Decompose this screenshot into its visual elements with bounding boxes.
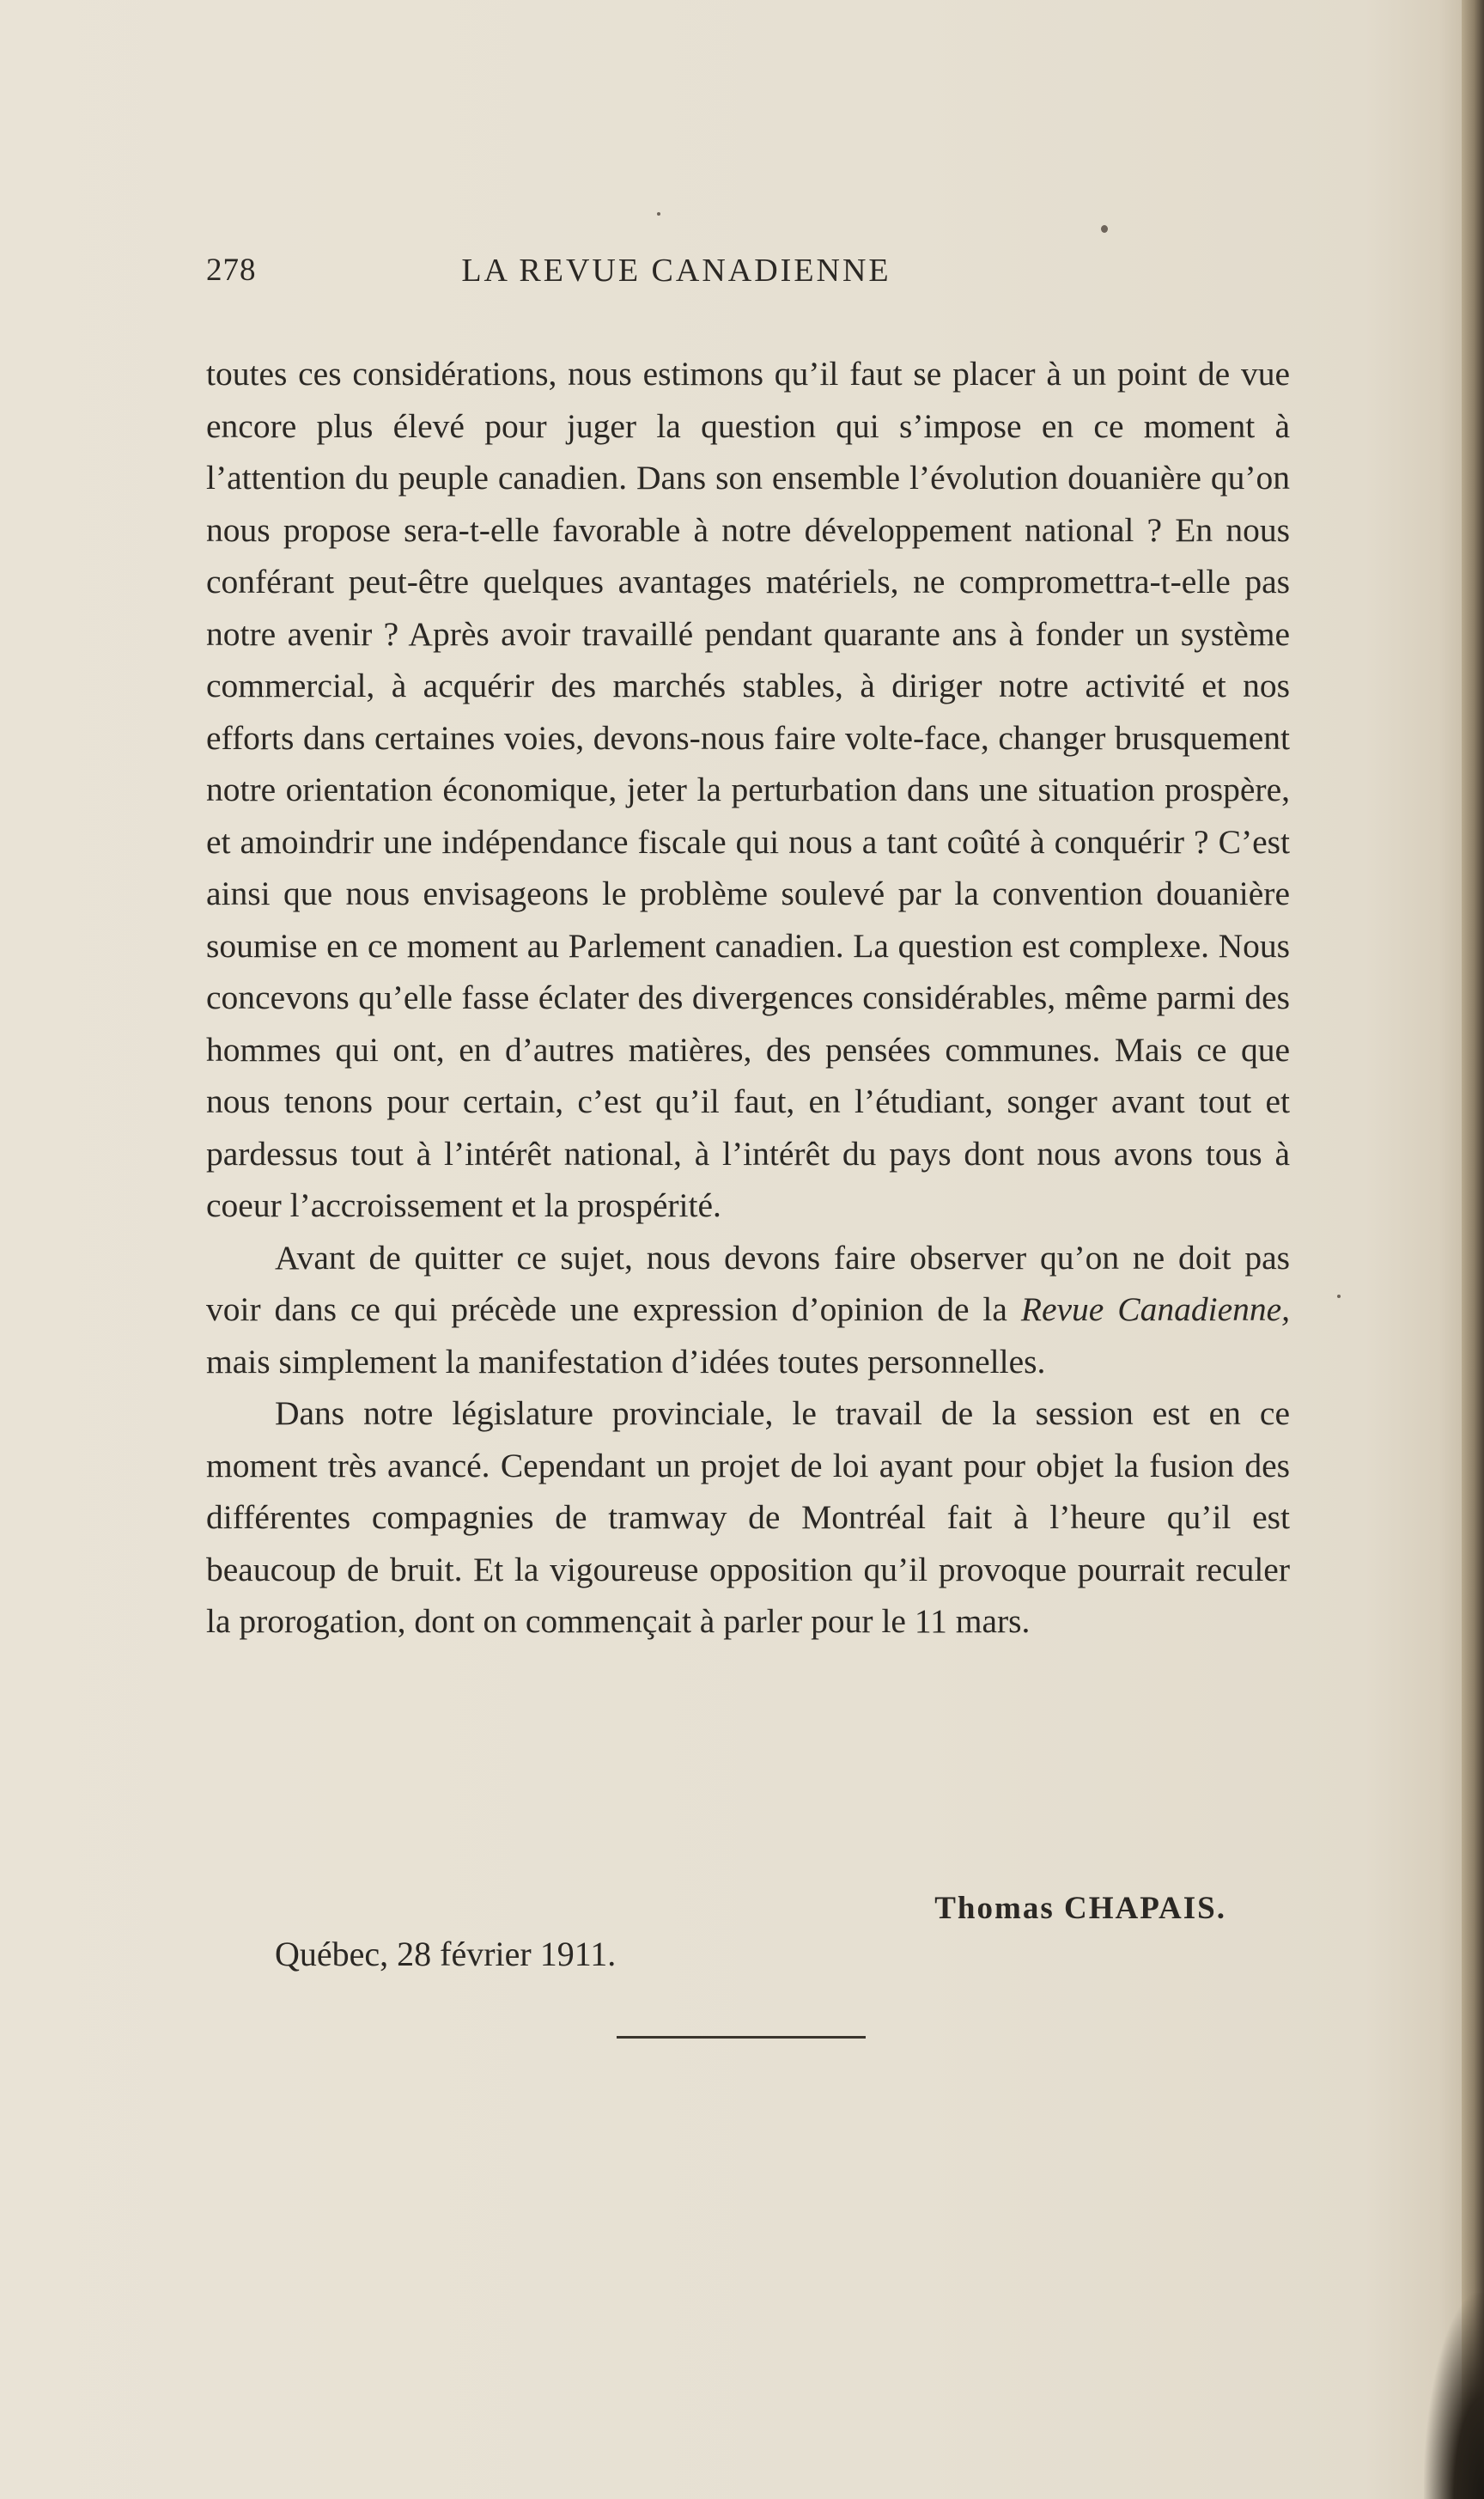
paragraph-1: toutes ces considérations, nous estimons qu’il faut se placer à un point de vue encore plus élevé pour juger la question qui s’impose en ce moment à l’attention du peuple canadien. Dans son ensemble l’évolution douanière qu’on nous propose sera-t-elle favorable à notre développement national ? En nous conférant peut-être quelques avantages matériels, ne compromettra-t-elle pas notre avenir ? Après avoir travaillé pendant quarante ans à fonder un système commercial, à acquérir des marchés stables, à diriger notre activité et nos efforts dans certaines voies, devons-nous faire volte-face, changer brusquement notre orientation économique, jeter la perturbation dans une situation prospère, et amoindrir une indépendance fiscale qui nous a tant coûté à conquérir ? C’est ainsi que nous envisageons le problème soulevé par la convention douanière soumise en ce moment au Parlement canadien. La question est complexe. Nous concevons qu’elle fasse éclater des divergences considérables, même parmi des hommes qui ont, en d’autres matières, des pensées communes. Mais ce que nous tenons pour certain, c’est qu’il faut, en l’étudiant, songer avant tout et pardessus tout à l’intérêt national, à l’intérêt du pays dont nous avons tous à coeur l’accroissement et la prospérité. bbox=[206, 355, 1290, 1224]
paper-speck bbox=[657, 212, 660, 216]
journal-title-italic: Revue Canadienne, bbox=[1020, 1290, 1291, 1328]
page-header bbox=[206, 252, 1301, 295]
page-number: 278 bbox=[206, 253, 257, 288]
dateline: Québec, 28 février 1911. bbox=[275, 1935, 617, 1973]
paragraph-2 bbox=[206, 1232, 1290, 1388]
paper-speck bbox=[1101, 225, 1108, 233]
page-edge-shadow bbox=[1462, 0, 1484, 2499]
corner-shadow bbox=[1424, 2293, 1484, 2499]
article-body bbox=[206, 348, 1290, 1648]
paragraph-3: Dans notre législature provinciale, le travail de la session est en ce moment très avancé. Cependant un projet de loi ayant pour objet la fusion des différentes compagnies de tramway de Montréal fait à l’heure qu’il est beaucoup de bruit. Et la vigoureuse opposition qu’il provoque pourrait reculer la prorogation, dont on commençait à parler pour le 11 mars. bbox=[206, 1394, 1290, 1640]
end-rule bbox=[617, 2036, 866, 2039]
running-title: LA REVUE CANADIENNE bbox=[461, 253, 891, 289]
author-signature: Thomas CHAPAIS. bbox=[934, 1891, 1226, 1926]
paper-speck bbox=[1337, 1295, 1341, 1298]
paragraph-2-start: Avant de quitter ce sujet, nous devons faire observer qu’on ne doit pas voir dans ce qui précède une expression d’opinion de la bbox=[206, 1238, 1290, 1328]
paragraph-2-end: mais simplement la manifestation d’idées toutes personnelles. bbox=[206, 1342, 1046, 1381]
